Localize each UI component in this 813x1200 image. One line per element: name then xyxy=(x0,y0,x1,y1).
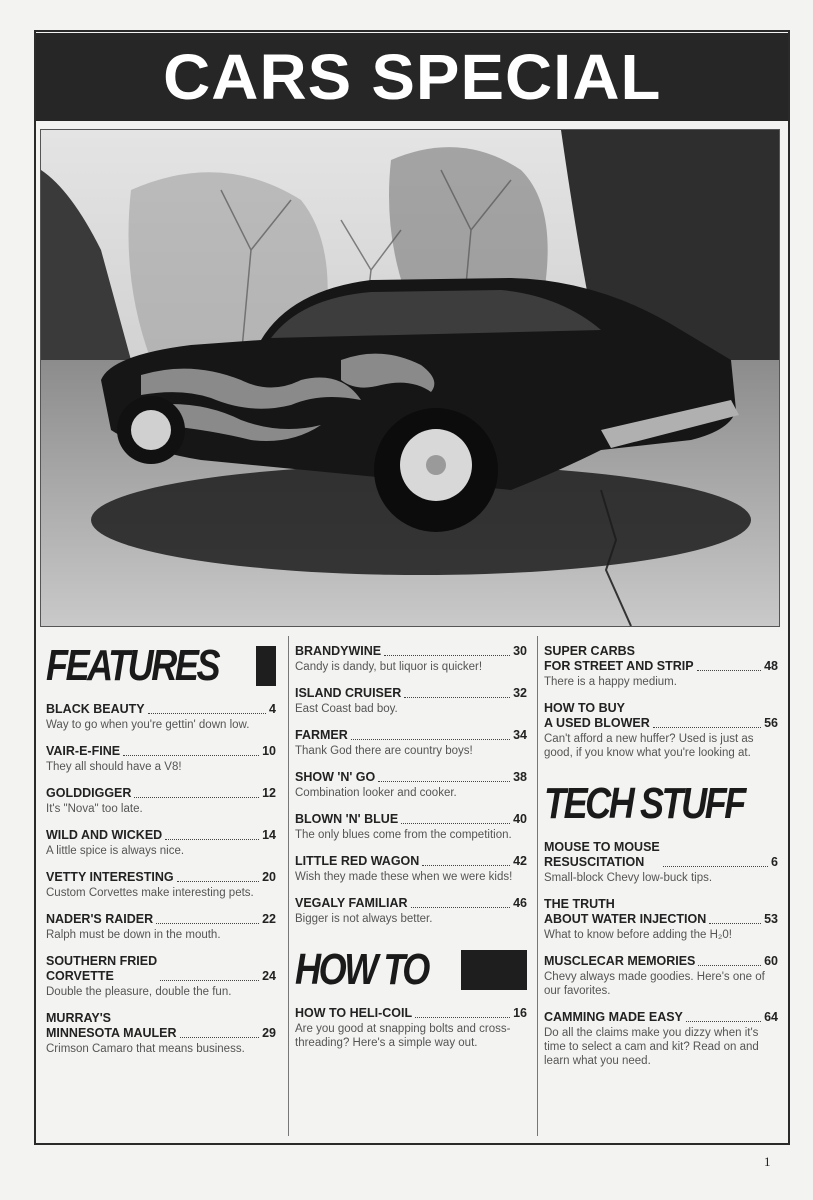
dot-leader xyxy=(156,923,259,924)
dot-leader xyxy=(351,739,510,740)
toc-entry xyxy=(544,897,778,942)
toc-entry-title-row xyxy=(46,702,276,717)
toc-entry-description: The only blues come from the competition. xyxy=(295,829,512,841)
toc-entry-description: What to know before adding the H₂0! xyxy=(544,929,732,941)
toc-entry xyxy=(46,828,276,858)
toc-entry-description: Ralph must be down in the mouth. xyxy=(46,929,221,941)
toc-entry xyxy=(544,701,778,760)
toc-entry-page: 48 xyxy=(764,659,778,673)
toc-entry-title: CAMMING MADE EASY xyxy=(544,1010,683,1024)
toc-entry-title: HOW TO HELI-COIL xyxy=(295,1006,413,1020)
heading-bar xyxy=(461,950,527,990)
toc-entry xyxy=(46,786,276,816)
features-heading-text: FEATURES xyxy=(46,641,219,690)
dot-leader xyxy=(148,713,266,714)
toc-entry-title-row xyxy=(295,854,527,869)
features-more-list xyxy=(295,644,527,926)
toc-entry-title: THE TRUTH ABOUT WATER INJECTION xyxy=(544,897,707,926)
toc-entry-description: Crimson Camaro that means business. xyxy=(46,1043,245,1055)
toc-entry-title-row xyxy=(46,828,276,843)
toc-entry-page: 30 xyxy=(513,644,527,658)
toc-entry-title: ISLAND CRUISER xyxy=(295,686,402,700)
toc-entry xyxy=(295,644,527,674)
toc-entry-description: Are you good at snapping bolts and cross-threading? Here's a simple way out. xyxy=(295,1023,511,1049)
dot-leader xyxy=(384,655,510,656)
toc-entry-description: Way to go when you're gettin' down low. xyxy=(46,719,250,731)
toc-entry xyxy=(295,728,527,758)
toc-entry xyxy=(46,870,276,900)
toc-entry-page: 24 xyxy=(262,969,276,983)
toc-entry-description: East Coast bad boy. xyxy=(295,703,398,715)
dot-leader xyxy=(653,727,761,728)
toc-entry xyxy=(46,744,276,774)
toc-entry xyxy=(295,812,527,842)
page-number: 1 xyxy=(764,1154,771,1169)
toc-entry-title-row xyxy=(295,686,527,701)
toc-entry-page: 14 xyxy=(262,828,276,842)
tech-stuff-list xyxy=(544,840,778,1068)
page-title: CARS SPECIAL xyxy=(162,41,662,113)
toc-entry-title: VEGALY FAMILIAR xyxy=(295,896,408,910)
tech-stuff-heading-text: TECH STUFF xyxy=(544,779,744,828)
toc-entry xyxy=(544,840,778,885)
toc-entry-title-row xyxy=(544,840,778,870)
toc-entry-page: 64 xyxy=(764,1010,778,1024)
dot-leader xyxy=(411,907,511,908)
toc-entry xyxy=(295,1006,527,1050)
toc-entry-title: WILD AND WICKED xyxy=(46,828,163,842)
toc-entry xyxy=(295,896,527,926)
dot-leader xyxy=(663,866,768,867)
toc-entry-description: Candy is dandy, but liquor is quicker! xyxy=(295,661,483,673)
toc-entry xyxy=(544,1010,778,1068)
toc-entry xyxy=(295,686,527,716)
dot-leader xyxy=(698,965,761,966)
toc-entry-description: Can't afford a new huffer? Used is just as good, if you know what you're looking at. xyxy=(544,733,754,759)
toc-entry-title: LITTLE RED WAGON xyxy=(295,854,420,868)
features-list xyxy=(46,702,276,1056)
toc-entry-description: Double the pleasure, double the fun. xyxy=(46,986,232,998)
toc-entry-title: SOUTHERN FRIED CORVETTE xyxy=(46,954,158,983)
toc-entry-title: SHOW 'N' GO xyxy=(295,770,376,784)
toc-entry-page: 29 xyxy=(262,1026,276,1040)
toc-entry-page: 34 xyxy=(513,728,527,742)
cover-photo xyxy=(40,129,780,627)
toc-entry-title: GOLDDIGGER xyxy=(46,786,132,800)
toc-entry-title-row xyxy=(295,896,527,911)
dot-leader xyxy=(686,1021,761,1022)
title-banner xyxy=(36,33,788,121)
how-to-heading-text: HOW TO xyxy=(295,945,428,994)
toc-entry-title-row xyxy=(46,744,276,759)
toc-entry-title-row xyxy=(544,701,778,731)
middle-column xyxy=(288,636,529,1136)
toc-entry-title: MUSCLECAR MEMORIES xyxy=(544,954,696,968)
toc-entry-title: NADER'S RAIDER xyxy=(46,912,154,926)
toc-entry-page: 38 xyxy=(513,770,527,784)
toc-entry xyxy=(46,702,276,732)
toc-entry xyxy=(295,770,527,800)
how-to-heading xyxy=(295,940,527,1000)
toc-entry-description: Wish they made these when we were kids! xyxy=(295,871,513,883)
toc-entry xyxy=(46,1011,276,1056)
toc-entry-title-row xyxy=(295,812,527,827)
dot-leader xyxy=(378,781,510,782)
toc-entry-title-row xyxy=(544,1010,778,1025)
toc-entry-page: 42 xyxy=(513,854,527,868)
right-column xyxy=(537,636,780,1136)
toc-entry-page: 60 xyxy=(764,954,778,968)
toc-entry-title: VAIR-E-FINE xyxy=(46,744,121,758)
toc-entry-title-row xyxy=(544,897,778,927)
toc-entry-page: 16 xyxy=(513,1006,527,1020)
features-heading xyxy=(46,636,276,696)
toc-entry-description: Small-block Chevy low-buck tips. xyxy=(544,872,713,884)
toc-entry-title-row xyxy=(544,644,778,674)
toc-entry-description: There is a happy medium. xyxy=(544,676,677,688)
dot-leader xyxy=(709,923,761,924)
tech-stuff-heading xyxy=(544,774,778,834)
toc-entry-description: They all should have a V8! xyxy=(46,761,182,773)
toc-entry-description: A little spice is always nice. xyxy=(46,845,185,857)
toc-entry-title: MOUSE TO MOUSE RESUSCITATION xyxy=(544,840,660,869)
dot-leader xyxy=(404,697,510,698)
heading-bar xyxy=(256,646,276,686)
toc-entry-description: Chevy always made goodies. Here's one of our favorites. xyxy=(544,971,765,997)
features-column xyxy=(40,636,278,1136)
how-to-more-list xyxy=(544,644,778,760)
toc-entry-title-row xyxy=(46,912,276,927)
toc-entry-title-row xyxy=(46,954,276,984)
toc-entry-title: FARMER xyxy=(295,728,348,742)
toc-entry-page: 32 xyxy=(513,686,527,700)
how-to-list xyxy=(295,1006,527,1050)
toc-entry-description: Thank God there are country boys! xyxy=(295,745,473,757)
toc-entry-page: 56 xyxy=(764,716,778,730)
toc-entry xyxy=(46,912,276,942)
toc-entry-title-row xyxy=(295,770,527,785)
toc-entry-title: BRANDYWINE xyxy=(295,644,382,658)
toc-entry-title-row xyxy=(544,954,778,969)
toc-entry-title-row xyxy=(46,786,276,801)
dot-leader xyxy=(165,839,259,840)
dot-leader xyxy=(697,670,762,671)
toc-entry-page: 10 xyxy=(262,744,276,758)
toc-entry-page: 4 xyxy=(269,702,276,716)
toc-entry-title-row xyxy=(295,728,527,743)
toc-entry-title: HOW TO BUY A USED BLOWER xyxy=(544,701,650,730)
toc-entry-description: Custom Corvettes make interesting pets. xyxy=(46,887,254,899)
toc-entry-page: 6 xyxy=(771,855,778,869)
dot-leader xyxy=(134,797,259,798)
toc-entry-page: 40 xyxy=(513,812,527,826)
toc-entry-page: 20 xyxy=(262,870,276,884)
toc-entry-page: 46 xyxy=(513,896,527,910)
toc-entry-description: Do all the claims make you dizzy when it's time to select a cam and kit? Read on and learn what you need. xyxy=(544,1027,759,1067)
toc-entry-title-row xyxy=(46,870,276,885)
toc-entry-title: MURRAY'S MINNESOTA MAULER xyxy=(46,1011,177,1040)
dot-leader xyxy=(123,755,259,756)
toc-entry xyxy=(544,954,778,998)
toc-entry xyxy=(544,644,778,689)
toc-entry-title-row xyxy=(295,1006,527,1021)
toc-entry-page: 53 xyxy=(764,912,778,926)
toc-entry-page: 12 xyxy=(262,786,276,800)
dot-leader xyxy=(415,1017,510,1018)
toc-entry-description: Combination looker and cooker. xyxy=(295,787,457,799)
dot-leader xyxy=(401,823,510,824)
toc-entry-title: BLOWN 'N' BLUE xyxy=(295,812,399,826)
toc-entry-description: Bigger is not always better. xyxy=(295,913,433,925)
toc-entry-title: BLACK BEAUTY xyxy=(46,702,145,716)
toc-entry-description: It's "Nova" too late. xyxy=(46,803,143,815)
toc-entry-title: SUPER CARBS FOR STREET AND STRIP xyxy=(544,644,694,673)
dot-leader xyxy=(160,980,259,981)
toc-entry-page: 22 xyxy=(262,912,276,926)
dot-leader xyxy=(180,1037,260,1038)
toc-entry-title-row xyxy=(295,644,527,659)
dot-leader xyxy=(177,881,260,882)
toc-entry xyxy=(295,854,527,884)
toc-entry-title: VETTY INTERESTING xyxy=(46,870,174,884)
toc-entry-title-row xyxy=(46,1011,276,1041)
toc-entry xyxy=(46,954,276,999)
dot-leader xyxy=(422,865,510,866)
